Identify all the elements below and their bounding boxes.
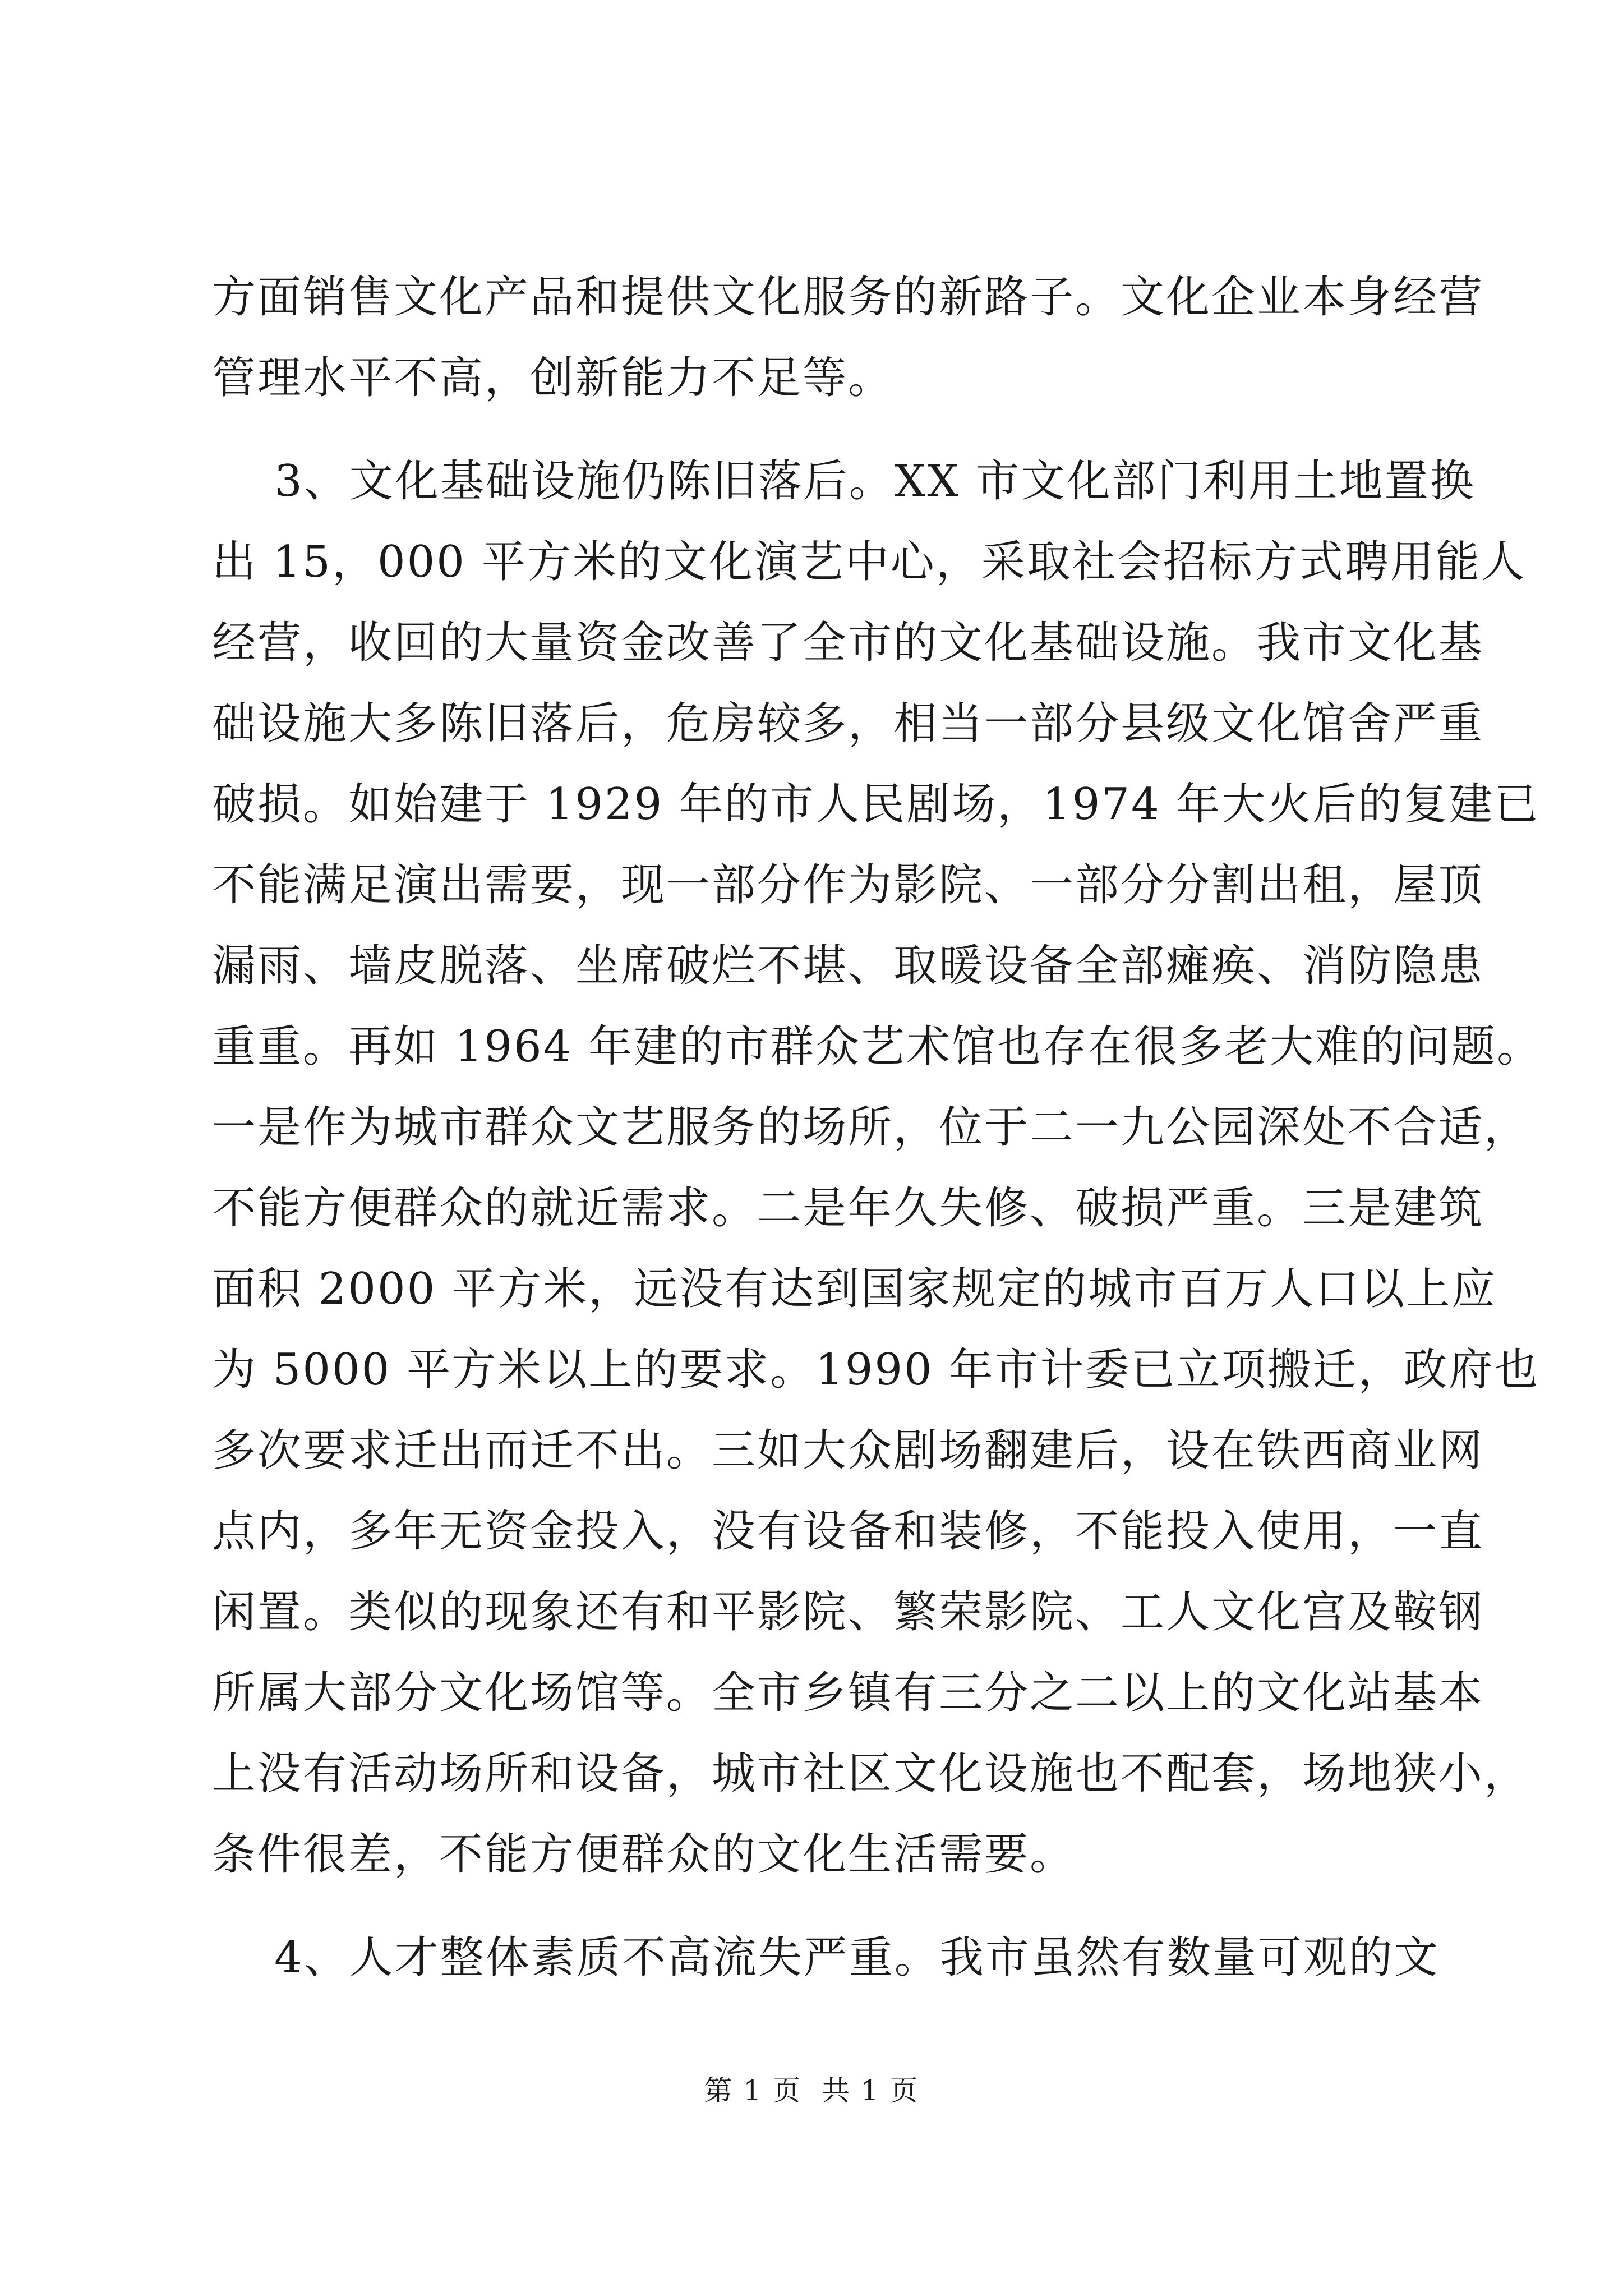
text-line: 为 5000 平方米以上的要求。1990 年市计委已立项搬迁，政府也 <box>212 1345 1540 1395</box>
page-number-label: 第 1 页 共 1 页 <box>704 2074 919 2107</box>
text-line: 不能方便群众的就近需求。二是年久失修、破损严重。三是建筑 <box>212 1183 1484 1234</box>
text-line: 础设施大多陈旧落后，危房较多，相当一部分县级文化馆舍严重 <box>212 698 1484 749</box>
text-line: 不能满足演出需要，现一部分作为影院、一部分分割出租，屋顶 <box>212 860 1484 910</box>
text-line: 重重。再如 1964 年建的市群众艺术馆也存在很多老大难的问题。 <box>212 1022 1543 1072</box>
text-line: 一是作为城市群众文艺服务的场所，位于二一九公园深处不合适， <box>212 1102 1530 1153</box>
text-line: 破损。如始建于 1929 年的市人民剧场，1974 年大火后的复建已 <box>212 779 1540 830</box>
text-line: 点内，多年无资金投入，没有设备和装修，不能投入使用，一直 <box>212 1506 1484 1557</box>
paragraph <box>212 257 1484 418</box>
page-footer <box>0 2071 1623 2110</box>
paragraph <box>212 1917 1440 1998</box>
text-line: 4、人才整体素质不高流失严重。我市虽然有数量可观的文 <box>212 1932 1440 1983</box>
paragraph-spacer <box>212 418 1418 441</box>
text-line: 多次要求迁出而迁不出。三如大众剧场翻建后，设在铁西商业网 <box>212 1425 1484 1476</box>
text-line: 所属大部分文化场馆等。全市乡镇有三分之二以上的文化站基本 <box>212 1668 1484 1718</box>
text-line: 出 15，000 平方米的文化演艺中心，采取社会招标方式聘用能人 <box>212 537 1527 587</box>
paragraph <box>212 441 1543 1895</box>
text-line: 面积 2000 平方米，远没有达到国家规定的城市百万人口以上应 <box>212 1264 1497 1314</box>
text-line: 管理水平不高，创新能力不足等。 <box>212 353 894 403</box>
document-body <box>212 257 1543 1998</box>
text-line: 经营，收回的大量资金改善了全市的文化基础设施。我市文化基 <box>212 618 1484 668</box>
text-line: 条件很差，不能方便群众的文化生活需要。 <box>212 1829 1076 1880</box>
text-line: 3、文化基础设施仍陈旧落后。XX 市文化部门利用土地置换 <box>212 456 1476 507</box>
text-line: 方面销售文化产品和提供文化服务的新路子。文化企业本身经营 <box>212 272 1484 323</box>
text-line: 闲置。类似的现象还有和平影院、繁荣影院、工人文化宫及鞍钢 <box>212 1587 1484 1637</box>
text-line: 上没有活动场所和设备，城市社区文化设施也不配套，场地狭小， <box>212 1749 1530 1799</box>
text-line: 漏雨、墙皮脱落、坐席破烂不堪、取暖设备全部瘫痪、消防隐患 <box>212 941 1484 991</box>
paragraph-spacer <box>212 1895 1418 1917</box>
